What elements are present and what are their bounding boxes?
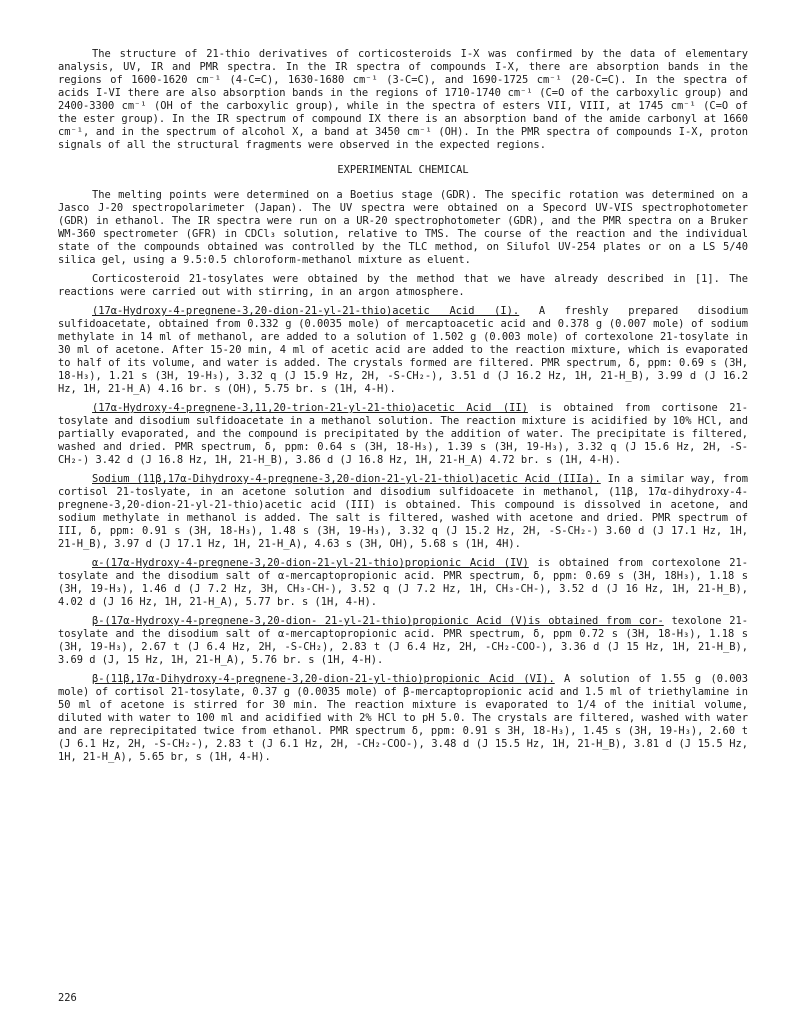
paragraph-instruments: The melting points were determined on a Boetius stage (GDR). The specific rotation was determined on a Jasco J-20 spectropolarimeter (Japan). The UV spectra were obtained on a Specord UV-VIS spectrophotometer (GDR) in ethanol. The IR spectra were run on a UR-20 spectrophotometer (GDR), and the PMR spectra on a Bruker WM-360 spectrometer (GFR) in CDCl₃ solution, relative to TMS. The course of the reaction and the individual state of the compounds obtained was controlled by the TLC method, on Silufol UV-254 plates or on a LS 5/40 silica gel, using a 9.5:0.5 chloroform-methanol mixture as eluent. — [58, 189, 748, 266]
compound-vi-title: β-(11β,17α-Dihydroxy-4-pregnene-3,20-dion-21-yl-thio)propionic Acid (VI). — [92, 673, 555, 685]
page-number: 226 — [58, 992, 77, 1004]
compound-vi-text: A solution of 1.55 g (0.003 mole) of cortisol 21-tosylate, 0.37 g (0.0035 mole) of β-mercaptopropionic acid and 1.5 ml of triethylamine in 50 ml of acetone is stirred for 30 min. The reaction mixture is evaporated to 1/4 of the initial volume, diluted with water to 100 ml and acidified with 2% HCl to pH 5.0. The crystals are filtered, washed with water and are reprecipitated twice from ethanol. PMR spectrum δ, ppm: 0.91 s 3H, 18-H₃), 1.45 s (3H, 19-H₃), 2.60 t (J 6.1 Hz, 2H, -S-CH₂-), 2.83 t (J 6.1 Hz, 2H, -CH₂-COO-), 3.48 d (J 15.5 Hz, 1H, 21-H_B), 3.81 d (J 15.5 Hz, 1H, 21-H_A), 5.65 br, s (1H, 4-H). — [58, 673, 748, 763]
compound-v-title: β-(17α-Hydroxy-4-pregnene-3,20-dion- 21-yl-21-thio)propionic Acid (V)is obtained from cor- — [92, 615, 664, 627]
paragraph-compound-iv — [58, 557, 748, 609]
compound-v-text: texolone 21-tosylate and the disodium salt of α-mercaptopropionic acid. PMR spectrum, δ, ppm 0.72 s (3H, 18-H₃), 1.18 s (3H, 19-H₃), 2.67 t (J 6.4 Hz, 2H, -S-CH₂), 2.83 t (J 6.4 Hz, 2H, -CH₂-COO-), 3.36 d (J 15 Hz, 1H, 21-H_B), 3.69 d (J, 15 Hz, 1H, 21-H_A), 5.76 br. s (1H, 4-H). — [58, 615, 748, 666]
paragraph-compound-vi — [58, 673, 748, 764]
compound-i-text: A freshly prepared disodium sulfidoacetate, obtained from 0.332 g (0.0035 mole) of mercaptoacetic acid and 0.378 g (0.007 mole) of sodium methylate in 14 ml of methanol, are added to a solution of 1.502 g (0.003 mole) of cortexolone 21-tosylate in 30 ml of acetone. After 15-20 min, 4 ml of acetic acid are added to the reaction mixture, which is evaporated to half of its volume, and water is added. The crystals formed are filtered. PMR spectrum, δ, ppm: 0.69 s (3H, 18-H₃), 1.21 s (3H, 19-H₃), 3.32 q (J 15.9 Hz, 2H, -S-CH₂-), 3.51 d (J 16.2 Hz, 1H, 21-H_B), 3.99 d (J 16.2 Hz, 1H, 21-H_A) 4.16 br. s (OH), 5.75 br. s (1H, 4-H). — [58, 305, 748, 395]
paragraph-compound-v — [58, 615, 748, 667]
paragraph-compound-iiia — [58, 473, 748, 551]
paragraph-compound-i — [58, 305, 748, 396]
page-body — [58, 48, 748, 770]
compound-ii-text: is obtained from cortisone 21-tosylate and disodium sulfidoacetate in a methanol solution. The reaction mixture is acidified by 10% HCl, and partially evaporated, and the compound is precipitated by the addition of water. The precipitate is filtered, washed and dried. PMR spectrum, δ, ppm: 0.64 s (3H, 18-H₃), 1.39 s (3H, 19-H₃), 3.32 q (J 15.6 Hz, 2H, -S-CH₂-) 3.42 d (J 16.8 Hz, 1H, 21-H_B), 3.86 d (J 16.8 Hz, 1H, 21-H_A) 4.72 br. s (1H, 4-H). — [58, 402, 748, 466]
compound-ii-title: (17α-Hydroxy-4-pregnene-3,11,20-trion-21-yl-21-thio)acetic Acid (II) — [92, 402, 528, 414]
compound-iiia-text: In a similar way, from cortisol 21-toslyate, in an acetone solution and disodium sulfidoacete in methanol, (11β, 17α-dihydroxy-4-pregnene-3,20-dion-21-yl-21-thio)acetic acid (III) is obtained. This compound is dissolved in acetone, and sodium methylate in methanol is added. The salt is filtered, washed with acetone and dried. PMR spectrum of III, δ, ppm: 0.91 s (3H, 18-H₃), 1.48 s (3H, 19-H₃), 3.32 q (J 15.2 Hz, 2H, -S-CH₂-) 3.60 d (J 17.1 Hz, 1H, 21-H_B), 3.97 d (J 17.1 Hz, 1H, 21-H_A), 4.63 s (3H, OH), 5.68 s (1H, 4H). — [58, 473, 748, 550]
paragraph-tosylates: Corticosteroid 21-tosylates were obtained by the method that we have already described in [1]. The reactions were carried out with stirring, in an argon atmosphere. — [58, 273, 748, 298]
compound-iv-title: α-(17α-Hydroxy-4-pregnene-3,20-dion-21-yl-21-thio)propionic Acid (IV) — [92, 557, 529, 569]
section-heading: EXPERIMENTAL CHEMICAL — [337, 164, 469, 176]
compound-i-title: (17α-Hydroxy-4-pregnene-3,20-dion-21-yl-21-thio)acetic Acid (I). — [92, 305, 520, 317]
paragraph-spectral-summary: The structure of 21-thio derivatives of corticosteroids I-X was confirmed by the data of elementary analysis, UV, IR and PMR spectra. In the IR spectra of compounds I-X, there are absorption bands in the regions of 1600-1620 cm⁻¹ (4-C=C), 1630-1680 cm⁻¹ (3-C=C), and 1690-1725 cm⁻¹ (20-C=C). In the spectra of acids I-VI there are also absorption bands in the regions of 1710-1740 cm⁻¹ (C=O of the carboxylic group) and 2400-3300 cm⁻¹ (OH of the carboxylic group), while in the spectra of esters VII, VIII, at 1745 cm⁻¹ (C=O of the ester group). In the IR spectrum of compound IX there is an absorption band of the amide carbonyl at 1660 cm⁻¹, and in the spectrum of alcohol X, a band at 3450 cm⁻¹ (OH). In the PMR spectra of compounds I-X, proton signals of all the structural fragments were observed in the expected regions. — [58, 48, 748, 151]
compound-iiia-title: Sodium (11β,17α-Dihydroxy-4-pregnene-3,20-dion-21-yl-21-thiol)acetic Acid (IIIa). — [92, 473, 601, 485]
paragraph-compound-ii — [58, 402, 748, 467]
compound-iv-text: is obtained from cortexolone 21-tosylate and the disodium salt of α-mercaptopropionic acid. PMR spectrum, δ, ppm: 0.69 s (3H, 18H₃), 1.18 s (3H, 19-H₃), 1.46 d (J 7.2 Hz, 3H, CH₃-CH-), 3.52 q (J 7.2 Hz, 1H, CH₃-CH-), 3.52 d (J 16 Hz, 1H, 21-H_B), 4.02 d (J 16 Hz, 1H, 21-H_A), 5.77 br. s (1H, 4-H). — [58, 557, 748, 608]
